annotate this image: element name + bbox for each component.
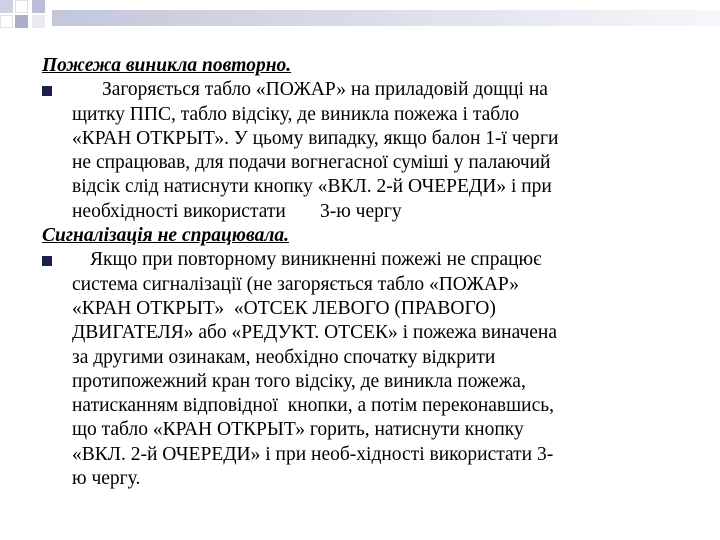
text-line: ю чергу. — [72, 468, 141, 490]
header-gradient-band — [52, 10, 720, 26]
text-line: «КРАН ОТКРЫТ». У цьому випадку, якщо балон 1-ї черги — [72, 127, 559, 149]
text-line: за другими озинакам, необхідно спочатку відкрити — [72, 346, 496, 368]
decor-square-icon — [15, 15, 28, 28]
text-line: щитку ППС, табло відсіку, де виникла пожежа і табло — [72, 103, 520, 125]
text-line: натисканням відповідної кнопки, а потім переконавшись, — [72, 395, 554, 417]
decor-square-icon — [32, 15, 45, 28]
bullet-paragraph-1 — [42, 78, 692, 224]
decor-square-icon — [0, 15, 13, 28]
text-line: не спрацював, для подачи вогнегасної суміші у палаючий — [72, 152, 551, 174]
slide-content — [42, 54, 692, 491]
text-line: система сигналізації (не загоряється табло «ПОЖАР» — [72, 273, 520, 295]
text-line: необхідності використати 3-ю чергу — [72, 200, 402, 222]
square-bullet-icon — [42, 256, 52, 266]
decor-square-icon — [0, 0, 13, 13]
square-bullet-icon — [42, 86, 52, 96]
heading-alarm-failed: Сигналізація не спрацювала. — [42, 225, 289, 247]
text-line: відсік слід натиснути кнопку «ВКЛ. 2-й ОЧЕРЕДИ» і при — [72, 176, 552, 198]
heading-repeat-fire: Пожежа виникла повторно. — [42, 55, 292, 76]
text-line: Якщо при повторному виникненні пожежі не спрацює — [90, 249, 542, 271]
decor-square-icon — [32, 0, 45, 13]
text-line: «ВКЛ. 2-й ОЧЕРЕДИ» і при необ-хідності використати 3- — [72, 443, 554, 465]
text-line: протипожежний кран того відсіку, де виникла пожежа, — [72, 370, 526, 392]
bullet-paragraph-2 — [42, 248, 692, 491]
decor-square-icon — [15, 0, 28, 13]
text-line: «КРАН ОТКРЫТ» «ОТСЕК ЛЕВОГО (ПРАВОГО) — [72, 297, 496, 319]
text-line: що табло «КРАН ОТКРЫТ» горить, натиснути кнопку — [72, 419, 524, 441]
text-line: Загоряється табло «ПОЖАР» на приладовій дощці на — [102, 79, 548, 101]
text-line: ДВИГАТЕЛЯ» або «РЕДУКТ. ОТСЕК» і пожежа виначена — [72, 322, 558, 344]
